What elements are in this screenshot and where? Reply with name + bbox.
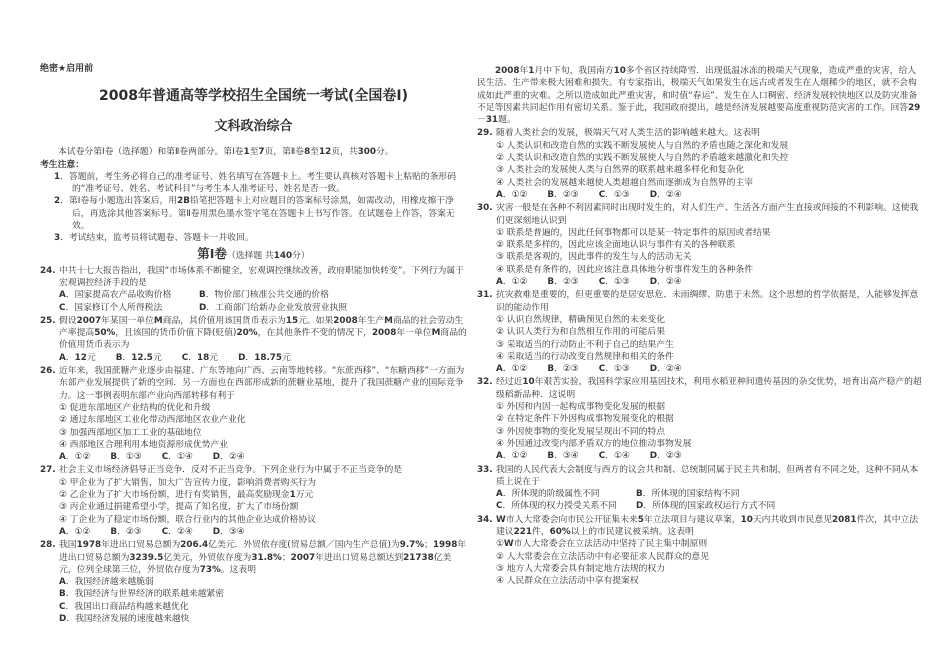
question-item: ③ 加强西部地区加工工业的基础地位: [59, 427, 202, 438]
answer-choices: [59, 352, 467, 364]
question-number: [477, 514, 493, 526]
question-34: [477, 514, 924, 588]
answer-choice: [59, 289, 185, 301]
text-run: A．12元: [59, 352, 96, 363]
text-run: 2008年普通高等学校招生全国统一考试(全国卷Ⅰ): [99, 88, 408, 105]
text-run: D．②④: [212, 452, 245, 463]
notice-item: [40, 195, 467, 232]
question-32: [477, 376, 924, 462]
question-number: [40, 315, 56, 327]
question-stem: [496, 515, 918, 537]
question-item: ① 促进东部地区产业结构的优化和升级: [59, 402, 211, 413]
answer-choice: [496, 276, 527, 288]
question-item: ② 在特定条件下外因构成事物发展变化的根据: [496, 414, 674, 425]
text-run: 本试卷分第Ⅰ卷（选择题）和第Ⅱ卷两部分。第Ⅰ卷1至7页，第Ⅱ卷8至12页，共300分。: [58, 147, 394, 158]
notice-title: 考生注意：: [40, 159, 84, 170]
answer-choice: [59, 526, 90, 538]
scenario-paragraph: [477, 65, 924, 126]
question-stem: 社会主义市场经济倡导正当竞争．反对不正当竞争。下列企业行为中属于不正当竞争的是: [59, 465, 403, 476]
text-run: A．①②: [496, 277, 528, 288]
answer-choices: [59, 289, 467, 314]
question-item: [496, 538, 924, 550]
answer-choice: [110, 451, 141, 463]
question-25: [40, 315, 467, 364]
text-run: D．②③: [649, 451, 682, 462]
text-run: A．①②: [59, 452, 91, 463]
answer-choice: [496, 189, 527, 201]
text-run: B．我国经济与世界经济的联系越来越紧密: [59, 589, 225, 600]
left-column: [40, 63, 467, 625]
text-run: C．①③: [598, 277, 630, 288]
text-run: D．我国经济发展的速度越来越快: [59, 613, 190, 624]
text-run: C．①③: [598, 364, 630, 375]
question-item: ① 甲企业为了扩大销售，加大广告宣传力度，影响消费者购买行为: [59, 477, 316, 488]
question-item: ④ 人民群众在立法活动中享有提案权: [496, 576, 639, 587]
section-heading: [40, 246, 467, 264]
text-run: 3．考试结束，监考员将试题卷、答题卡一并收回。: [54, 233, 254, 244]
answer-choice: [496, 500, 622, 512]
text-run: B．②③: [547, 189, 579, 200]
text-run: 32.: [477, 377, 493, 388]
paper-structure-note: [40, 146, 467, 158]
answer-choice: [199, 289, 329, 301]
text-run: B．②③: [110, 526, 142, 537]
section-note: [227, 251, 310, 261]
answer-choice: [59, 588, 467, 600]
text-run: B．12.5元: [115, 352, 162, 363]
text-run: B．物价部门核准公共交通的价格: [199, 290, 329, 301]
text-run: A．我国经济越来越脆弱: [59, 577, 154, 588]
question-33: [477, 464, 924, 513]
text-run: A．所体现的阶级属性不同: [496, 489, 600, 500]
answer-choice: [199, 302, 347, 314]
answer-choices: [59, 526, 467, 538]
answer-choice: [213, 451, 245, 463]
answer-choice: [547, 363, 578, 375]
answer-choice: [59, 352, 96, 364]
answer-choice: [496, 488, 622, 500]
answer-choice: [162, 526, 193, 538]
choice-row: [496, 500, 924, 512]
question-24: [40, 265, 467, 314]
notice-item: [40, 232, 467, 244]
text-run: 24.: [40, 265, 56, 276]
text-run: 34.: [477, 514, 493, 525]
text-run: 29.: [477, 128, 493, 139]
choice-row: [59, 302, 467, 314]
text-run: D．②④: [649, 277, 682, 288]
text-run: A．①②: [496, 364, 528, 375]
text-run: C．所体现的权力授受关系不同: [496, 501, 617, 512]
question-item: ① 联系是普遍的，因此任何事物都可以是某一特定事件的原因或者结果: [496, 227, 771, 238]
notice-list: [40, 171, 467, 245]
section-title: 第Ⅰ卷: [197, 245, 227, 261]
answer-choice: [213, 526, 245, 538]
question-item: [59, 489, 467, 501]
answer-choices: [496, 450, 924, 462]
question-stem: 抗灾救难是重要的，但更重要的是居安思危、未雨绸缪、防患于未然。这个思想的哲学依据是，人能够发挥意识的能动作用: [496, 290, 919, 313]
text-run: 25.: [40, 315, 56, 326]
text-run: C．国家修订个人所得税法: [59, 302, 163, 313]
answer-choice: [599, 189, 630, 201]
text-run: 假设2007年某国一单位M商品，其价值用该国货币表示为15元。如果2008年生产M商品的社会劳动生产率提高50%，且该国的货币价值下降(贬值)20%，在其他条件不变的情况下，2008年一单位M商品的价值用货币表示为: [59, 315, 467, 351]
question-number: [477, 127, 493, 139]
text-run: B．①③: [110, 452, 142, 463]
question-number: [40, 265, 56, 277]
answer-choice: [636, 488, 740, 500]
text-run: 26.: [40, 366, 56, 377]
answer-choice: [599, 276, 630, 288]
text-run: C．我国出口商品结构越来越优化: [59, 601, 189, 612]
text-run: 经过近10年艰苦实验，我国科学家应用基因技术，利用水稻亚种间遗传基因的杂交优势，培育出高产稳产的超级稻新品种．这说明: [496, 377, 922, 400]
question-item: ③ 地方人大常委会具有制定地方法规的权力: [496, 563, 666, 574]
text-run: 2008年1月中下旬，我国南方10多个省区持续降雪．出现低温冰冻的极端天气现象，造成严重的灾害，给人民生活、生产带来极大困难和损失。有专家指出，极端天气如果发生在远古或者发生在人烟稀少的地区，就不会构成如此严重的灾难。之所以造成如此严重灾害，和时值“春运”、发生在人口稠密、经济发展较快地区以及防灾准备不足等因素共同起作用有密切关系。鉴于此，我国政府提出，越是经济发展越要高度重视防范灾害的工作。回答29－31题。: [477, 66, 921, 126]
text-run: C．①③: [598, 189, 630, 200]
text-run: W市人大常委会向市民公开征集未来5年立法项目与建议草案，10天内共收到市民意见2081件次，其中立法建议221件，60%以上的市民建议被采纳。这表明: [496, 514, 919, 537]
question-stem: [59, 316, 467, 351]
question-stem: 灾害一般是在各种不利因素同时出现时发生的，对人们生产、生活各方面产生直接或间接的不利影响。这使我们更深刻地认识到: [496, 203, 919, 226]
question-number: [40, 539, 56, 551]
answer-choice: [59, 601, 467, 613]
question-number: [477, 289, 493, 301]
question-28: [40, 539, 467, 625]
question-31: [477, 289, 924, 375]
question-29: [477, 127, 924, 201]
answer-choices: [59, 451, 467, 463]
answer-choices: [496, 363, 924, 375]
answer-choice: [182, 352, 218, 364]
question-27: [40, 464, 467, 538]
text-run: 1．答题前，考生务必将自己的准考证号、姓名填写在答题卡上。考生要认真核对答题卡上粘贴的条形码的“准考证号、姓名、考试科目”与考生本人准考证号、姓名是否一致。: [54, 171, 456, 195]
text-run: C．②④: [161, 526, 193, 537]
text-run: C．18元: [181, 352, 219, 363]
text-run: B．所体现的国家结构不同: [636, 489, 740, 500]
question-item: ① 认识自然规律，精确预见自然的未来变化: [496, 314, 666, 325]
question-number: [477, 376, 493, 388]
text-run: D．③④: [212, 526, 245, 537]
question-stem: 中共十七大报告指出，我国“市场体系不断健全，宏观调控继续改善，政府职能加快转变”。下列行为属于宏观调控经济手段的是: [59, 265, 464, 288]
answer-choice: [547, 189, 578, 201]
answer-choice: [59, 576, 467, 588]
question-item: ② 人类认识和改造自然的实践不断发展使人与自然的矛盾越来越激化和失控: [496, 153, 789, 164]
notice-item: [40, 171, 467, 196]
text-run: A．国家提高农产品收购价格: [59, 290, 172, 301]
text-run: D．工商部门给新办企业发放营业执照: [199, 302, 348, 313]
answer-choice: [59, 302, 185, 314]
answer-choice: [59, 451, 90, 463]
question-stem: [496, 377, 922, 399]
text-run: A．①②: [59, 526, 91, 537]
question-item: ④ 丁企业为了稳定市场份额，联合行业内的其他企业达成价格协议: [59, 514, 316, 525]
choice-row: [59, 289, 467, 301]
answer-choices: [496, 488, 924, 513]
answer-choice: [650, 189, 682, 201]
question-item: ③ 外因使事物的变化发展呈现出不同的特点: [496, 426, 666, 437]
question-number: [40, 365, 56, 377]
text-run: 31.: [477, 290, 493, 301]
question-stem: 近年来，我国蔗糖产业逐步由福建、广东等地向广西、云南等地转移。“东蔗西移”、“东糖西移”一方面为东部产业发展提供了新的空间．另一方面也在西部形成新的蔗糖业基地，提升了我国蔗糖产业的国际竞争力。这一事例表明东部产业向西部转移有利于: [59, 366, 465, 401]
exam-title: [40, 88, 467, 105]
answer-choice: [238, 352, 291, 364]
text-run: D．②④: [649, 189, 682, 200]
question-item: ③ 丙企业通过捐建希望小学，提高了知名度，扩大了市场份额: [59, 502, 299, 513]
text-run: 30.: [477, 203, 493, 214]
answer-choices: [496, 189, 924, 201]
question-30: [477, 202, 924, 288]
question-item: ① 人类认识和改造自然的实践不断发展使人与自然的矛盾也随之深化和发展: [496, 140, 789, 151]
answer-choice: [547, 450, 578, 462]
question-item: ③ 采取适当的行动防止不利于自己的结果产生: [496, 339, 674, 350]
question-item: ③ 联系是客观的，因此事件的发生与人的活动无关: [496, 252, 692, 263]
text-run: C．①④: [598, 451, 630, 462]
answer-choice: [650, 276, 682, 288]
text-run: D．18.75元: [238, 352, 291, 363]
text-run: C．①④: [161, 452, 193, 463]
answer-choice: [162, 451, 193, 463]
question-item: ④ 西部地区合理利用本地资源形成优势产业: [59, 439, 229, 450]
text-run: B．②③: [547, 277, 579, 288]
question-item: ④ 采取适当的行动改变自然规律和相关的条件: [496, 351, 674, 362]
text-run: ①W市人大常委会在立法活动中坚持了民主集中制原则: [496, 539, 708, 550]
answer-choice: [496, 363, 527, 375]
question-list-right: [477, 127, 924, 587]
text-run: B．②③: [547, 364, 579, 375]
answer-choice: [599, 450, 630, 462]
text-run: （选择题 共140分）: [226, 250, 310, 261]
answer-choice: [650, 363, 682, 375]
question-item: ④ 人类社会的发展越来越使人类超越自然而逐渐成为自然界的主宰: [496, 177, 753, 188]
question-number: [477, 464, 493, 476]
answer-choice: [599, 363, 630, 375]
question-item: ④ 联系是有条件的，因此应该注意具体地分析事件发生的各种条件: [496, 264, 753, 275]
answer-choice: [650, 450, 682, 462]
text-run: A．①②: [496, 189, 528, 200]
question-item: ① 外因和内因一起构成事物变化发展的根据: [496, 402, 666, 413]
choice-row: [496, 488, 924, 500]
classification-label: 绝密★启用前: [40, 64, 94, 74]
question-number: [477, 202, 493, 214]
answer-choices: [59, 576, 467, 625]
text-run: 33.: [477, 464, 493, 475]
question-item: ④ 外因通过改变内部矛盾双方的地位推动事物发展: [496, 438, 692, 449]
text-run: 27.: [40, 465, 56, 476]
question-item: ③ 人类社会的发展使人类与自然界的联系越来越多样化和复杂化: [496, 165, 745, 176]
text-run: D．②④: [649, 364, 682, 375]
question-26: [40, 365, 467, 463]
exam-subtitle: 文科政治综合: [214, 119, 293, 135]
question-stem: [59, 540, 466, 575]
question-stem: 随着人类社会的发展，极端天气对人类生活的影响越来越大。这表明: [496, 128, 760, 139]
text-run: A．①②: [496, 451, 528, 462]
answer-choices: [496, 276, 924, 288]
question-item: ② 联系是多样的，因此应该全面地认识与事件有关的各种联系: [496, 240, 736, 251]
answer-choice: [496, 450, 527, 462]
question-stem: 我国的人民代表大会制度与西方的议会共和制、总统制同属于民主共和制，但两者有不同之处，这种不同从本质上说在于: [496, 464, 919, 487]
answer-choice: [636, 500, 775, 512]
answer-choice: [59, 613, 467, 625]
text-run: D．所体现的国家政权运行方式不同: [636, 501, 776, 512]
answer-choice: [547, 276, 578, 288]
text-run: 28.: [40, 540, 56, 551]
text-run: 2．第Ⅰ卷每小题选出答案后，用2B铅笔把答题卡上对应题目的答案标号涂黑，如需改动，用橡皮擦干净后，再选涂其他答案标号。第Ⅱ卷用黑色墨水签字笔在答题卡上书写作答。在试题卷上作答，答案无效。: [54, 196, 455, 232]
answer-choice: [110, 526, 141, 538]
question-list-left: [40, 265, 467, 626]
question-item: ② 人大常委会在立法活动中有必要征求人民群众的意见: [496, 551, 710, 562]
text-run: B．③④: [547, 451, 579, 462]
right-column: [477, 65, 924, 587]
text-run: ② 乙企业为了扩大市场份额，进行有奖销售，最高奖励现金1万元: [59, 490, 314, 501]
question-item: ② 通过东部地区工业化带动西部地区农业产业化: [59, 415, 246, 426]
answer-choice: [116, 352, 162, 364]
question-item: ② 认识人类行为和自然相互作用的可能后果: [496, 327, 666, 338]
text-run: 我国1978年进出口贸易总额为206.4亿美元．外贸依存度(贸易总额／国内生产总值)为9.7%；1998年进出口贸易总额为3239.5亿美元，外贸依存度为31.8%；2007年进出口贸易总额达到21738亿美元，位列全球第三位，外贸依存度为73%。这表明: [59, 540, 467, 575]
question-number: [40, 464, 56, 476]
